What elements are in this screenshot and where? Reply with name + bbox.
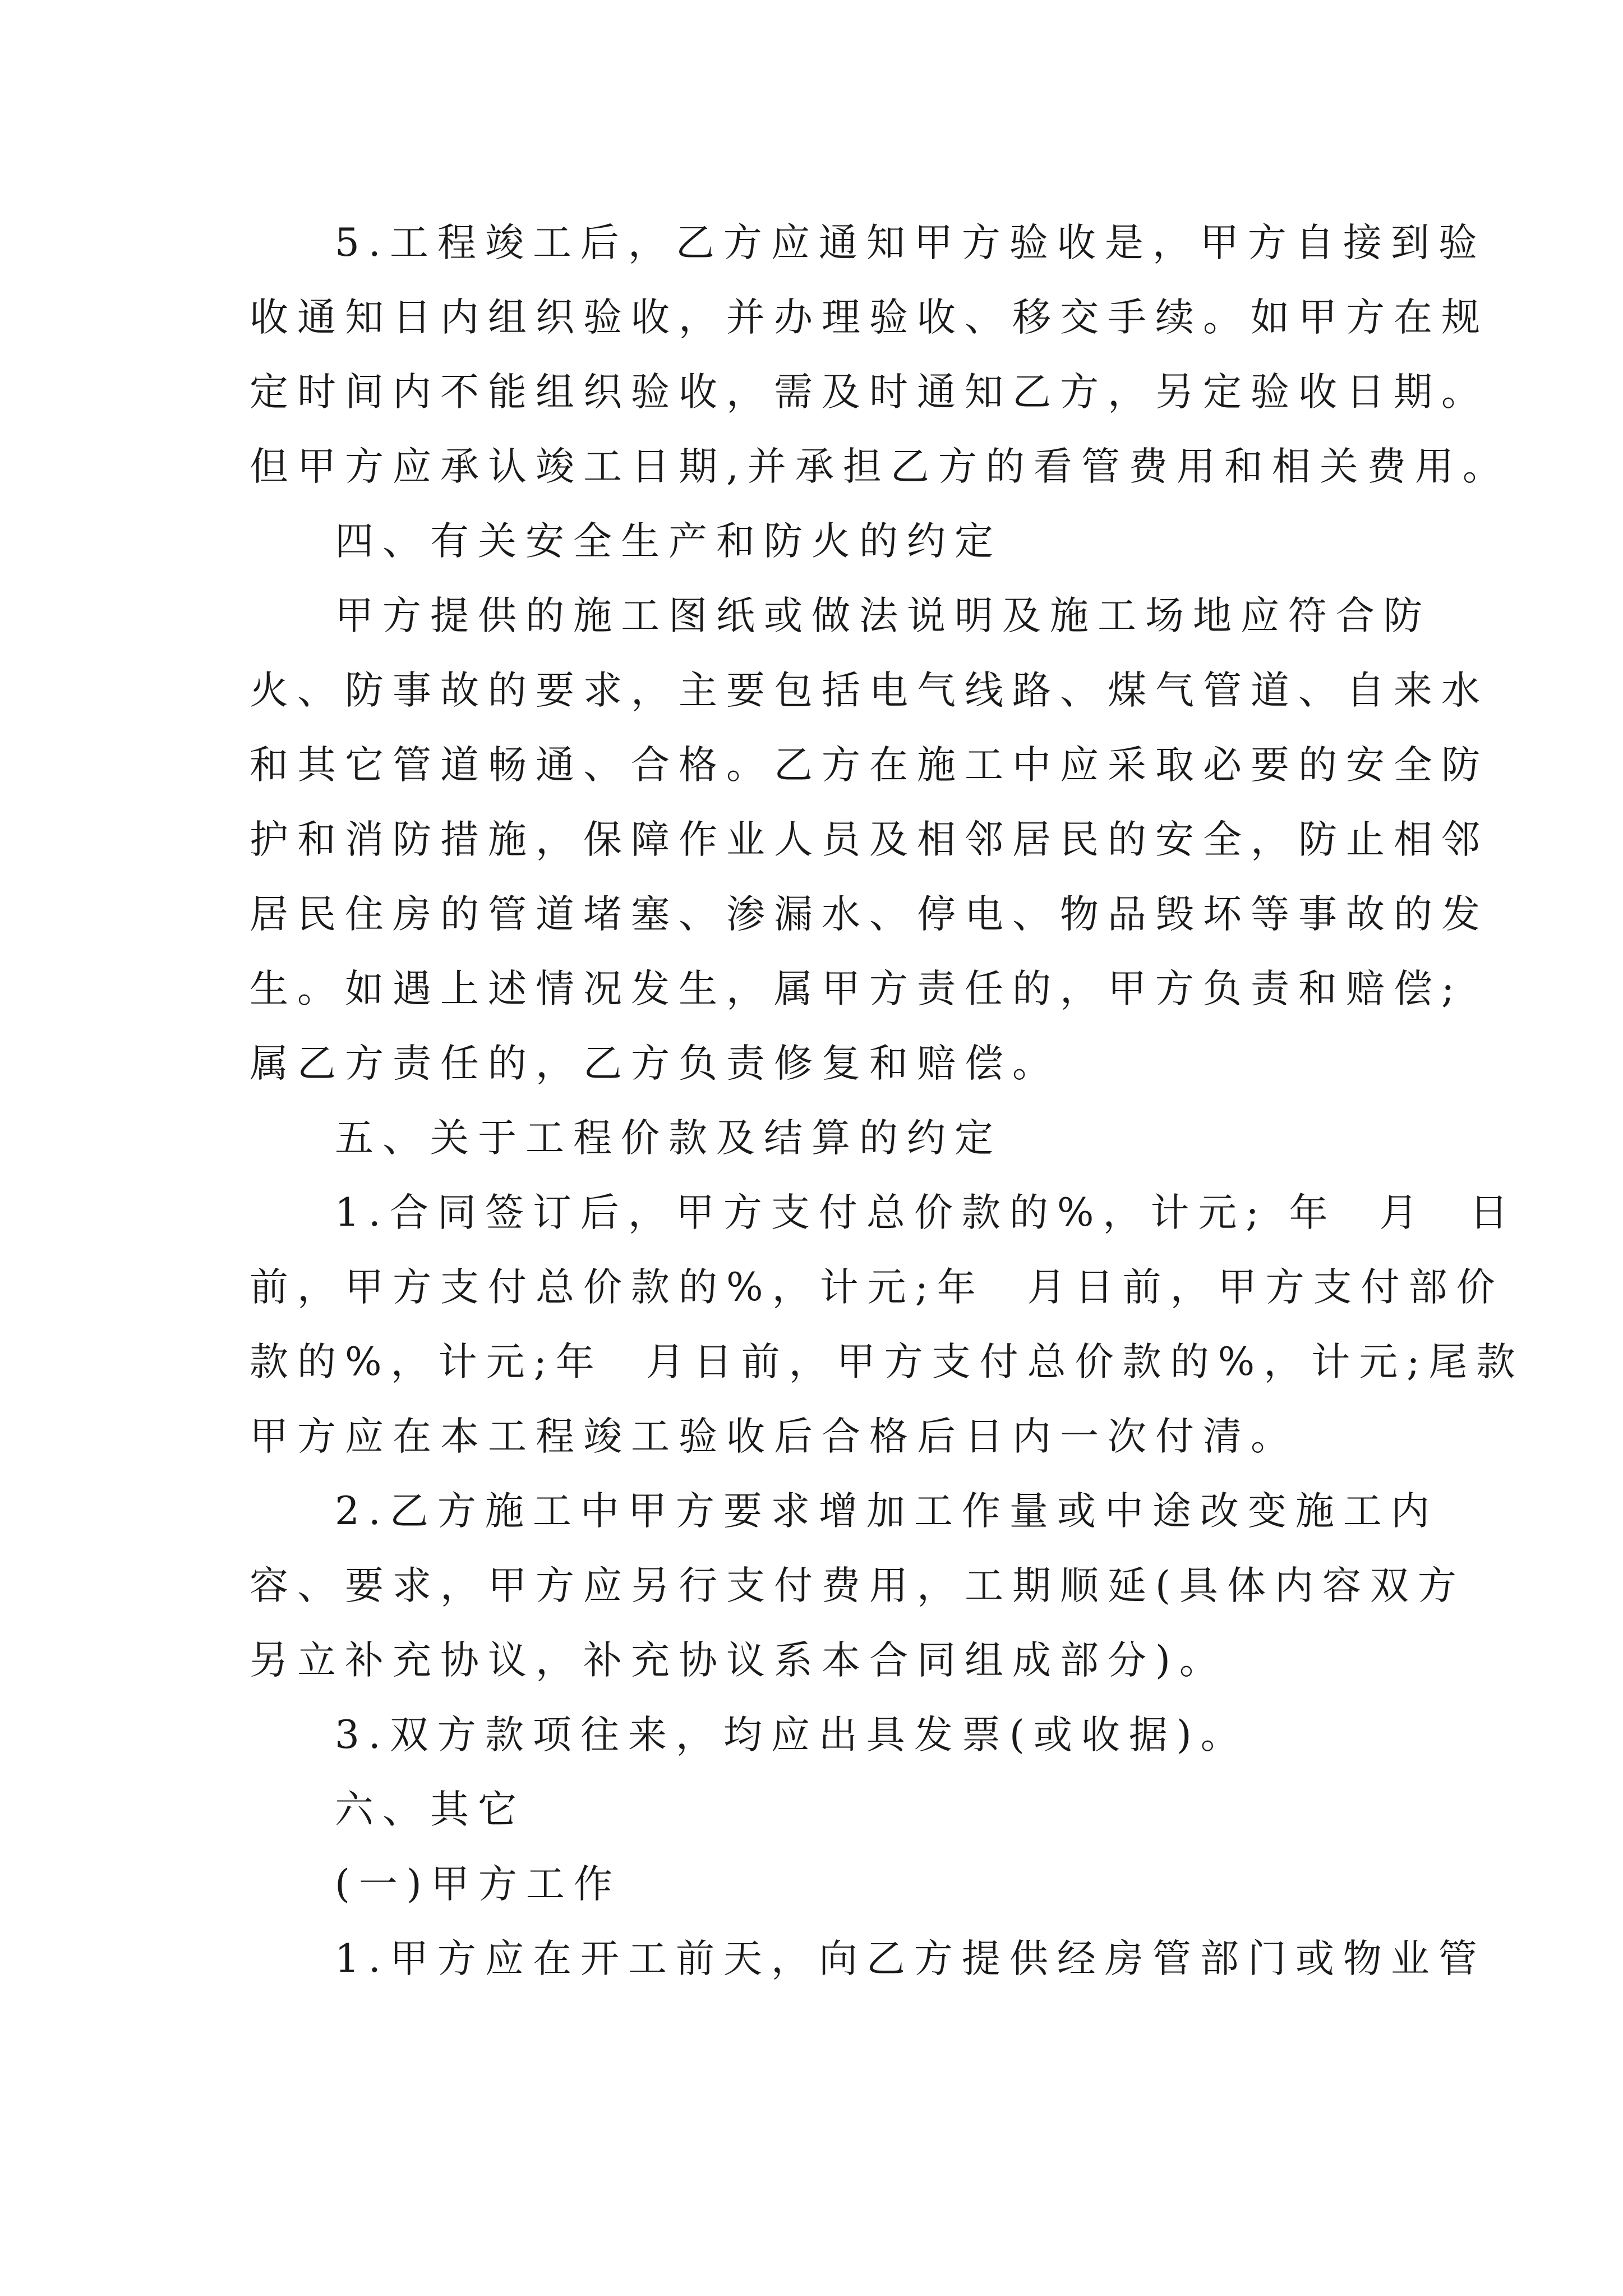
text-line: 甲方提供的施工图纸或做法说明及施工场地应符合防 [335,593,1431,638]
text-line: 3.双方款项往来，均应出具发票(或收据)。 [335,1713,1248,1757]
text-line: 属乙方责任的，乙方负责修复和赔偿。 [250,1041,1060,1086]
text-line: 5.工程竣工后，乙方应通知甲方验收是，甲方自接到验 [335,220,1486,265]
text-line: 定时间内不能组织验收，需及时通知乙方，另定验收日期。 [250,370,1489,415]
text-line: 另立补充协议，补充协议系本合同组成部分)。 [250,1638,1227,1683]
section-heading: 六、其它 [335,1787,525,1832]
section-heading: 四、有关安全生产和防火的约定 [335,519,1002,564]
text-line: 2.乙方施工中甲方要求增加工作量或中途改变施工内 [335,1489,1438,1534]
text-line: 1.甲方应在开工前天，向乙方提供经房管部门或物业管 [335,1936,1486,1981]
text-line: 前，甲方支付总价款的%，计元;年 月日前，甲方支付部价 [250,1265,1504,1310]
section-heading: 五、关于工程价款及结算的约定 [335,1116,1002,1161]
text-line: 护和消防措施，保障作业人员及相邻居民的安全，防止相邻 [250,817,1489,862]
text-line: 甲方应在本工程竣工验收后合格后日内一次付清。 [250,1414,1298,1459]
text-line: 款的%，计元;年 月日前，甲方支付总价款的%，计元;尾款 [250,1340,1524,1384]
text-line: 和其它管道畅通、合格。乙方在施工中应采取必要的安全防 [250,743,1489,788]
text-line: 收通知日内组织验收，并办理验收、移交手续。如甲方在规 [250,295,1489,340]
subsection-heading: (一)甲方工作 [335,1862,621,1907]
text-line: 生。如遇上述情况发生，属甲方责任的，甲方负责和赔偿; [250,967,1464,1011]
text-line: 但甲方应承认竣工日期,并承担乙方的看管费用和相关费用。 [250,444,1510,489]
text-line: 火、防事故的要求，主要包括电气线路、煤气管道、自来水 [250,668,1489,713]
text-line: 居民住房的管道堵塞、渗漏水、停电、物品毁坏等事故的发 [250,892,1489,937]
text-line: 1.合同签订后，甲方支付总价款的%，计元; 年 月 日 [335,1190,1518,1235]
text-line: 容、要求，甲方应另行支付费用，工期顺延(具体内容双方 [250,1563,1465,1608]
